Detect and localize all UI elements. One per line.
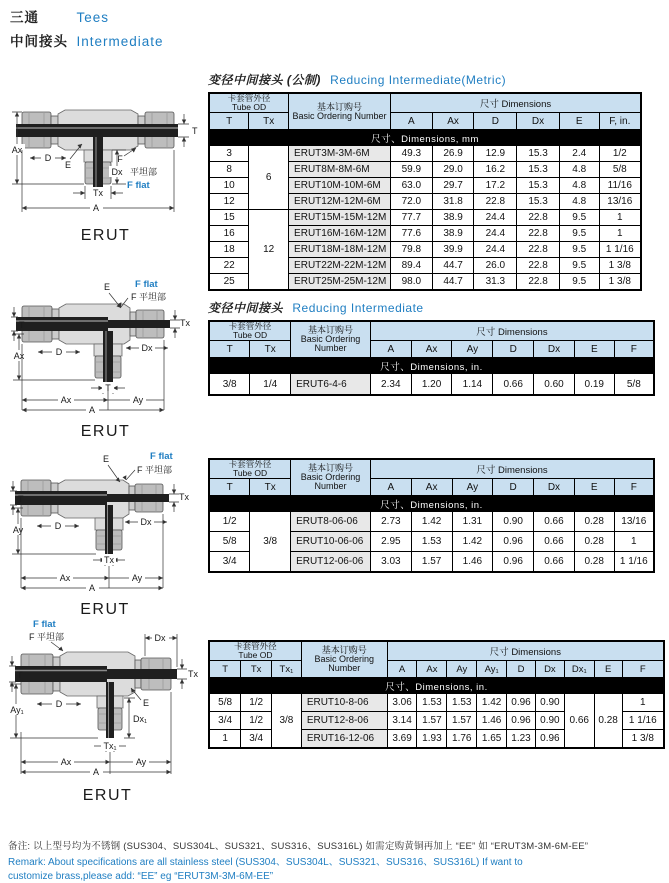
value-cell: 1.53 xyxy=(417,694,447,712)
tee-diagram-4 xyxy=(5,614,210,780)
ordering-number-header: 基本订购号 Basic Ordering Number xyxy=(291,321,371,358)
dim-label-f: F xyxy=(29,632,35,642)
ordering-number-header: 基本订购号 Basic Ordering Number xyxy=(289,93,391,130)
value-cell: 12 xyxy=(249,210,289,291)
col-header-tx: Tx xyxy=(250,341,291,358)
value-cell: 1.14 xyxy=(452,374,493,396)
flat-label-en: F flat xyxy=(33,619,57,630)
value-cell: 1.57 xyxy=(417,712,447,730)
value-cell: 5/8 xyxy=(614,374,654,396)
value-cell: 5/8 xyxy=(209,694,241,712)
col-header-d: D xyxy=(474,113,517,130)
value-cell: 1.53 xyxy=(447,694,477,712)
diagram-caption: ERUT xyxy=(5,601,205,619)
unit-bar: 尺寸、Dimensions, in. xyxy=(209,678,664,694)
value-cell: 0.90 xyxy=(535,694,564,712)
tee-diagram-1 xyxy=(8,92,203,220)
table-title xyxy=(208,72,642,92)
flat-label-en: F flat xyxy=(127,180,151,191)
dim-label-dx-top: Dx xyxy=(155,633,166,643)
value-cell: 15.3 xyxy=(517,146,560,162)
unit-bar: 尺寸、Dimensions, in. xyxy=(209,358,654,374)
table-title-cn: 变径中间接头 xyxy=(208,301,283,315)
dim-label-ay-bottom: Ay xyxy=(132,573,143,583)
value-cell: 0.28 xyxy=(574,512,614,532)
value-cell: 0.19 xyxy=(574,374,614,396)
diagram-erut-1 xyxy=(8,92,203,245)
value-cell: 9.5 xyxy=(559,274,599,291)
value-cell: 22.8 xyxy=(517,258,560,274)
value-cell: 16.2 xyxy=(474,162,517,178)
dim-label-ay-left: Ay xyxy=(13,525,24,535)
col-header-t: T xyxy=(209,113,249,130)
value-cell: 2.73 xyxy=(370,512,411,532)
dim-label-a: A xyxy=(89,583,95,593)
value-cell: 11/16 xyxy=(599,178,641,194)
value-cell: 29.7 xyxy=(432,178,474,194)
value-cell: 16 xyxy=(209,226,249,242)
dim-label-tx1-branch: Tx₁ xyxy=(103,741,116,751)
value-cell: 15.3 xyxy=(517,162,560,178)
dim-label-ax-bottom: Ax xyxy=(60,573,71,583)
value-cell: 0.66 xyxy=(493,374,534,396)
dim-label-e: E xyxy=(103,454,109,464)
value-cell: 15 xyxy=(209,210,249,226)
tee-diagram-3 xyxy=(5,448,205,594)
dim-label-f: F xyxy=(137,465,143,475)
value-cell: 1.76 xyxy=(447,730,477,749)
value-cell: 1.46 xyxy=(452,552,493,573)
value-cell: 1 3/8 xyxy=(622,730,664,749)
value-cell: 3/4 xyxy=(241,730,272,749)
remark-line-en-1: Remark: About specifications are all stainless steel (SUS304、SUS304L、SUS321、SUS316、SUS316L) If want to xyxy=(8,856,666,870)
value-cell: 9.5 xyxy=(559,210,599,226)
ordering-number-cell: ERUT18M-18M-12M xyxy=(289,242,391,258)
unit-bar: 尺寸、Dimensions, mm xyxy=(209,130,641,146)
col-header-a: A xyxy=(370,341,411,358)
col-header-tx: Tx xyxy=(249,113,289,130)
value-cell: 0.90 xyxy=(535,712,564,730)
dim-label-d: D xyxy=(45,153,52,163)
value-cell: 1 xyxy=(209,730,241,749)
value-cell: 4.8 xyxy=(559,162,599,178)
value-cell: 9.5 xyxy=(559,226,599,242)
col-header-a: A xyxy=(370,479,411,496)
dimensions-header: 尺寸 Dimensions xyxy=(391,93,642,113)
value-cell: 15.3 xyxy=(517,178,560,194)
table-row xyxy=(209,512,654,532)
value-cell: 44.7 xyxy=(432,258,474,274)
col-header-a: A xyxy=(391,113,433,130)
col-header-ay: Ay xyxy=(452,341,493,358)
value-cell: 1/2 xyxy=(599,146,641,162)
table-row xyxy=(209,694,664,712)
dim-label-ax-bottom: Ax xyxy=(61,395,72,405)
value-cell: 25 xyxy=(209,274,249,291)
table-body xyxy=(209,512,654,573)
col-header-d: D xyxy=(493,341,534,358)
value-cell: 1/4 xyxy=(250,374,291,396)
value-cell: 1 3/8 xyxy=(599,274,641,291)
ordering-number-cell: ERUT10M-10M-6M xyxy=(289,178,391,194)
dim-label-a: A xyxy=(89,405,95,415)
dimensions-header: 尺寸 Dimensions xyxy=(387,641,664,661)
value-cell: 6 xyxy=(249,146,289,210)
dim-label-d: D xyxy=(55,521,62,531)
dim-label-ay-bottom: Ay xyxy=(133,395,144,405)
value-cell: 1 xyxy=(622,694,664,712)
dim-label-d: D xyxy=(56,347,63,357)
fitting-drawing xyxy=(15,652,177,738)
col-header-f: F xyxy=(622,661,664,678)
value-cell: 24.4 xyxy=(474,226,517,242)
value-cell: 1/2 xyxy=(209,512,250,532)
value-cell: 4.8 xyxy=(559,194,599,210)
col-header-d: D xyxy=(493,479,534,496)
value-cell: 3/8 xyxy=(272,694,302,749)
col-header-t: T xyxy=(209,661,241,678)
col-header-e: E xyxy=(574,341,614,358)
tube-od-header: 卡套管外径 Tube OD xyxy=(209,459,291,479)
col-header-t: T xyxy=(209,341,250,358)
ordering-number-cell: ERUT10-06-06 xyxy=(291,532,371,552)
value-cell: 22.8 xyxy=(517,226,560,242)
value-cell: 1/2 xyxy=(241,694,272,712)
value-cell: 1.42 xyxy=(452,532,493,552)
value-cell: 3/8 xyxy=(209,374,250,396)
ordering-number-cell: ERUT12M-12M-6M xyxy=(289,194,391,210)
reducing-table-section xyxy=(208,300,655,396)
remark-line-cn: 备注: 以上型号均为不锈钢 (SUS304、SUS304L、SUS321、SUS316、SUS316L) 如需定购黄铜再加上 “EE” 如 “ERUT3M-3M-6M-EE” xyxy=(8,838,666,852)
dim-label-dx: Dx xyxy=(142,343,153,353)
value-cell: 1 xyxy=(599,210,641,226)
value-cell: 2.95 xyxy=(370,532,411,552)
dim-label-tx-right: Tx xyxy=(180,318,190,328)
value-cell: 0.66 xyxy=(534,552,575,573)
dim-label-ay-bottom: Ay xyxy=(136,757,147,767)
value-cell: 3/4 xyxy=(209,712,241,730)
value-cell: 77.7 xyxy=(391,210,433,226)
dim-label-d: D xyxy=(56,699,63,709)
value-cell: 1.57 xyxy=(447,712,477,730)
dim-label-e: E xyxy=(143,698,149,708)
ordering-number-header: 基本订购号 Basic Ordering Number xyxy=(291,459,371,496)
dim-label-dx: Dx xyxy=(141,517,152,527)
page-subtitle-cn: 中间接头 xyxy=(10,30,72,54)
col-header-ay: Ay xyxy=(447,661,477,678)
reducing-dimensions-table xyxy=(208,320,655,396)
dim-label-tx-branch: Tx xyxy=(104,555,114,565)
col-header-f: F, in. xyxy=(599,113,641,130)
unit-bar: 尺寸、Dimensions, in. xyxy=(209,496,654,512)
value-cell: 1 3/8 xyxy=(599,258,641,274)
value-cell: 1 1/16 xyxy=(599,242,641,258)
dim-label-dx: Dx xyxy=(112,167,123,177)
diagram-erut-3 xyxy=(5,448,205,619)
value-cell: 1.53 xyxy=(411,532,452,552)
dim-label-tx-right: Tx xyxy=(179,492,189,502)
col-header-ay: Ay xyxy=(452,479,493,496)
ordering-number-cell: ERUT16M-16M-12M xyxy=(289,226,391,242)
value-cell: 17.2 xyxy=(474,178,517,194)
tee-diagram-2 xyxy=(8,276,203,416)
fitting-drawing xyxy=(16,110,178,191)
ordering-number-cell: ERUT3M-3M-6M xyxy=(289,146,391,162)
flat-label-cn: 平坦部 xyxy=(37,631,64,642)
table-row xyxy=(209,374,654,396)
value-cell: 1.31 xyxy=(452,512,493,532)
value-cell: 38.9 xyxy=(432,210,474,226)
value-cell: 1 1/16 xyxy=(622,712,664,730)
reducing-table-section-3 xyxy=(208,640,665,749)
value-cell: 1.23 xyxy=(507,730,536,749)
col-header-ay1: Ay₁ xyxy=(477,661,507,678)
dim-label-f: F xyxy=(131,292,137,302)
dim-label-ax-left: Ax xyxy=(14,351,25,361)
value-cell: 3/8 xyxy=(250,512,291,573)
value-cell: 26.9 xyxy=(432,146,474,162)
col-header-f: F xyxy=(614,341,654,358)
value-cell: 79.8 xyxy=(391,242,433,258)
diagram-erut-2 xyxy=(8,276,203,441)
ordering-number-cell: ERUT10-8-06 xyxy=(301,694,387,712)
value-cell: 22.8 xyxy=(517,274,560,291)
ordering-number-cell: ERUT12-06-06 xyxy=(291,552,371,573)
value-cell: 4.8 xyxy=(559,178,599,194)
ordering-number-cell: ERUT16-12-06 xyxy=(301,730,387,749)
value-cell: 1.20 xyxy=(411,374,452,396)
table-title xyxy=(208,300,655,320)
dim-label-a: A xyxy=(93,203,99,213)
value-cell: 13/16 xyxy=(614,512,654,532)
reducing-dimensions-table-3 xyxy=(208,640,665,749)
col-header-tx: Tx xyxy=(250,479,291,496)
metric-dimensions-table xyxy=(208,92,642,291)
value-cell: 0.28 xyxy=(574,552,614,573)
ordering-number-cell: ERUT8M-8M-6M xyxy=(289,162,391,178)
diagram-erut-4 xyxy=(5,614,210,805)
value-cell: 1/2 xyxy=(241,712,272,730)
dim-label-ax: Ax xyxy=(12,145,23,155)
col-header-dx: Dx xyxy=(535,661,564,678)
value-cell: 0.28 xyxy=(594,694,622,749)
dim-label-tx-right: Tx xyxy=(188,669,198,679)
value-cell: 12 xyxy=(209,194,249,210)
dim-label-f: F xyxy=(117,154,123,164)
col-header-e: E xyxy=(559,113,599,130)
diagram-caption: ERUT xyxy=(8,227,203,245)
ordering-number-cell: ERUT22M-22M-12M xyxy=(289,258,391,274)
flat-label-cn: 平坦部 xyxy=(130,166,157,177)
reducing-table-section-2 xyxy=(208,458,655,573)
value-cell: 22.8 xyxy=(517,210,560,226)
value-cell: 13/16 xyxy=(599,194,641,210)
col-header-d: D xyxy=(507,661,536,678)
dim-label-tx-branch: Tx xyxy=(93,188,103,198)
remark-footer xyxy=(8,838,666,883)
table-body xyxy=(209,374,654,396)
value-cell: 12.9 xyxy=(474,146,517,162)
dim-label-t-left: T xyxy=(19,320,25,330)
dimensions-header: 尺寸 Dimensions xyxy=(370,321,654,341)
value-cell: 1 1/16 xyxy=(614,552,654,573)
value-cell: 24.4 xyxy=(474,242,517,258)
value-cell: 0.96 xyxy=(507,712,536,730)
value-cell: 38.9 xyxy=(432,226,474,242)
flat-label-en: F flat xyxy=(150,451,174,462)
col-header-ax: Ax xyxy=(432,113,474,130)
value-cell: 5/8 xyxy=(599,162,641,178)
value-cell: 3.69 xyxy=(387,730,417,749)
value-cell: 1 xyxy=(599,226,641,242)
value-cell: 31.8 xyxy=(432,194,474,210)
ordering-number-header: 基本订购号 Basic Ordering Number xyxy=(301,641,387,678)
value-cell: 39.9 xyxy=(432,242,474,258)
value-cell: 1.93 xyxy=(417,730,447,749)
value-cell: 44.7 xyxy=(432,274,474,291)
table-body xyxy=(209,694,664,749)
value-cell: 63.0 xyxy=(391,178,433,194)
value-cell: 5/8 xyxy=(209,532,250,552)
col-header-dx: Dx xyxy=(534,479,575,496)
tube-od-header: 卡套管外径 Tube OD xyxy=(209,321,291,341)
value-cell: 0.60 xyxy=(534,374,575,396)
col-header-f: F xyxy=(614,479,654,496)
value-cell: 1.42 xyxy=(411,512,452,532)
value-cell: 1 xyxy=(614,532,654,552)
dim-label-e: E xyxy=(65,160,71,170)
table-title-en: Reducing Intermediate(Metric) xyxy=(330,73,506,87)
dim-label-dx1: Dx₁ xyxy=(133,714,147,724)
value-cell: 26.0 xyxy=(474,258,517,274)
dim-label-ay1-left: Ay₁ xyxy=(10,705,23,715)
ordering-number-cell: ERUT8-06-06 xyxy=(291,512,371,532)
value-cell: 0.90 xyxy=(493,512,534,532)
value-cell: 10 xyxy=(209,178,249,194)
table-row xyxy=(209,146,641,162)
value-cell: 18 xyxy=(209,242,249,258)
value-cell: 22.8 xyxy=(517,242,560,258)
col-header-a: A xyxy=(387,661,417,678)
value-cell: 2.34 xyxy=(370,374,411,396)
value-cell: 3/4 xyxy=(209,552,250,573)
value-cell: 22.8 xyxy=(474,194,517,210)
table-title-cn: 变径中间接头 (公制) xyxy=(208,73,321,87)
value-cell: 24.4 xyxy=(474,210,517,226)
col-header-e: E xyxy=(594,661,622,678)
dim-label-ax-bottom: Ax xyxy=(61,757,72,767)
col-header-tx1: Tx₁ xyxy=(272,661,302,678)
table-body xyxy=(209,146,641,291)
value-cell: 9.5 xyxy=(559,242,599,258)
value-cell: 29.0 xyxy=(432,162,474,178)
value-cell: 15.3 xyxy=(517,194,560,210)
dim-label-t-left: T xyxy=(18,494,24,504)
col-header-ax: Ax xyxy=(411,479,452,496)
value-cell: 1.65 xyxy=(477,730,507,749)
value-cell: 0.66 xyxy=(534,512,575,532)
diagram-caption: ERUT xyxy=(8,423,203,441)
value-cell: 0.28 xyxy=(574,532,614,552)
flat-label-cn: 平坦部 xyxy=(139,291,166,302)
ordering-number-cell: ERUT6-4-6 xyxy=(291,374,371,396)
col-header-e: E xyxy=(574,479,614,496)
value-cell: 31.3 xyxy=(474,274,517,291)
diagram-caption: ERUT xyxy=(5,787,210,805)
value-cell: 8 xyxy=(209,162,249,178)
flat-label-en: F flat xyxy=(135,279,159,290)
col-header-tx: Tx xyxy=(241,661,272,678)
page-subtitle-en: Intermediate xyxy=(76,34,163,49)
col-header-dx: Dx xyxy=(517,113,560,130)
remark-line-en-2: customize brass,please add: “EE” eg “ERUT3M-3M-6M-EE” xyxy=(8,870,666,883)
dim-label-a: A xyxy=(93,767,99,777)
ordering-number-cell: ERUT25M-25M-12M xyxy=(289,274,391,291)
value-cell: 3.06 xyxy=(387,694,417,712)
value-cell: 22 xyxy=(209,258,249,274)
value-cell: 0.96 xyxy=(493,532,534,552)
ordering-number-cell: ERUT12-8-06 xyxy=(301,712,387,730)
page-title-en: Tees xyxy=(76,10,109,25)
col-header-ax: Ax xyxy=(417,661,447,678)
value-cell: 77.6 xyxy=(391,226,433,242)
value-cell: 0.96 xyxy=(507,694,536,712)
value-cell: 1.42 xyxy=(477,694,507,712)
value-cell: 0.66 xyxy=(534,532,575,552)
tube-od-header: 卡套管外径 Tube OD xyxy=(209,641,301,661)
value-cell: 98.0 xyxy=(391,274,433,291)
value-cell: 3.03 xyxy=(370,552,411,573)
value-cell: 49.3 xyxy=(391,146,433,162)
value-cell: 89.4 xyxy=(391,258,433,274)
col-header-dx1: Dx₁ xyxy=(564,661,594,678)
col-header-dx: Dx xyxy=(534,341,575,358)
dim-label-t-branch: T xyxy=(105,383,111,393)
col-header-ax: Ax xyxy=(411,341,452,358)
value-cell: 3 xyxy=(209,146,249,162)
dimensions-header: 尺寸 Dimensions xyxy=(370,459,654,479)
metric-table-section xyxy=(208,72,642,291)
value-cell: 0.96 xyxy=(493,552,534,573)
value-cell: 72.0 xyxy=(391,194,433,210)
value-cell: 59.9 xyxy=(391,162,433,178)
value-cell: 9.5 xyxy=(559,258,599,274)
value-cell: 0.96 xyxy=(535,730,564,749)
table-title-en: Reducing Intermediate xyxy=(292,301,423,315)
dim-label-e: E xyxy=(104,282,110,292)
flat-label-cn: 平坦部 xyxy=(145,464,172,475)
value-cell: 2.4 xyxy=(559,146,599,162)
value-cell: 1.46 xyxy=(477,712,507,730)
table-row xyxy=(209,210,641,226)
ordering-number-cell: ERUT15M-15M-12M xyxy=(289,210,391,226)
dim-label-t-left: T xyxy=(17,670,23,680)
value-cell: 3.14 xyxy=(387,712,417,730)
value-cell: 1.57 xyxy=(411,552,452,573)
page-title-cn: 三通 xyxy=(10,6,72,30)
page-header xyxy=(10,6,164,54)
dim-label-t-right: T xyxy=(192,126,198,136)
value-cell: 0.66 xyxy=(564,694,594,749)
tube-od-header: 卡套管外径 Tube OD xyxy=(209,93,289,113)
reducing-dimensions-table-2 xyxy=(208,458,655,573)
col-header-t: T xyxy=(209,479,250,496)
